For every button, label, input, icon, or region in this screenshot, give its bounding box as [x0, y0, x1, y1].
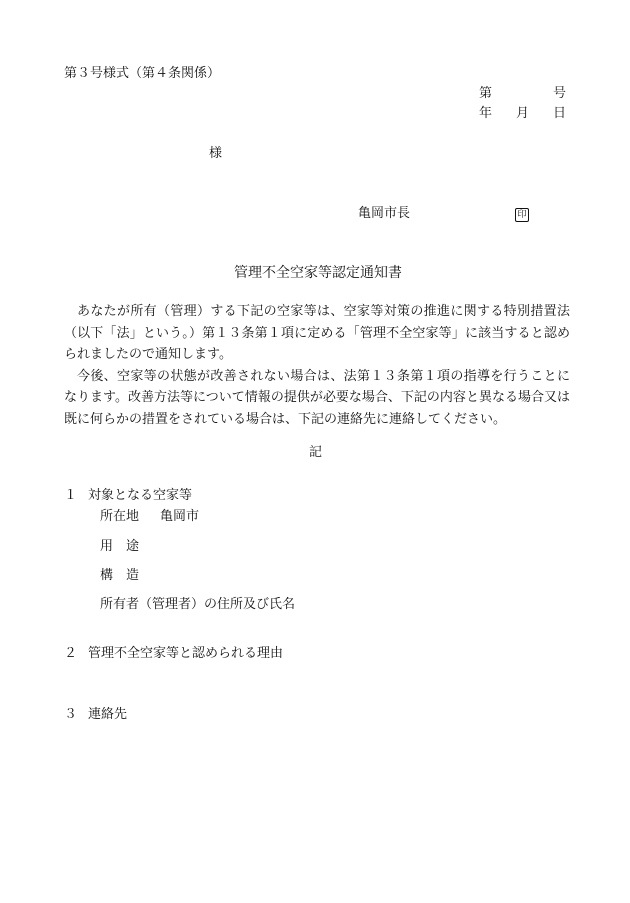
date-year: 年	[479, 106, 493, 121]
item1-number: １	[64, 488, 78, 503]
body-paragraph: 今後、空家等の状態が改善されない場合は、法第１３条第１項の指導を行うことになります。改善方法等について情報の提供が必要な場合、下記の内容と異なる場合又は既に何らかの措置をされている場合は、下記の連絡先に連絡してください。	[64, 368, 570, 427]
seal-icon: 印	[515, 208, 529, 222]
structure-label: 構 造	[100, 568, 140, 583]
number-suffix: 号	[553, 86, 567, 101]
item2-number: ２	[64, 646, 78, 661]
body-paragraph: あなたが所有（管理）する下記の空家等は、空家等対策の推進に関する特別措置法（以下「法」という。）第１３条第１項に定める「管理不全空家等」に該当すると認められましたので通知します。	[64, 304, 570, 362]
item3-label: 連絡先	[88, 707, 128, 722]
item1-label: 対象となる空家等	[88, 488, 193, 503]
ki-heading: 記	[309, 445, 323, 460]
sender-name: 亀岡市長	[358, 206, 411, 221]
form-label: 第３号様式（第４条関係）	[64, 66, 221, 81]
item2-label: 管理不全空家等と認められる理由	[88, 646, 284, 661]
owner-label: 所有者（管理者）の住所及び氏名	[100, 597, 296, 612]
date-month: 月	[516, 106, 530, 121]
location-value: 亀岡市	[160, 509, 200, 524]
seal-mark	[515, 206, 529, 222]
use-label: 用 途	[100, 539, 140, 554]
addressee-suffix: 様	[209, 146, 223, 161]
date-day: 日	[553, 106, 567, 121]
body-text	[64, 301, 570, 430]
item3-number: ３	[64, 707, 78, 722]
location-label: 所在地	[100, 509, 140, 524]
number-prefix: 第	[479, 86, 493, 101]
document-title: 管理不全空家等認定通知書	[234, 265, 402, 281]
